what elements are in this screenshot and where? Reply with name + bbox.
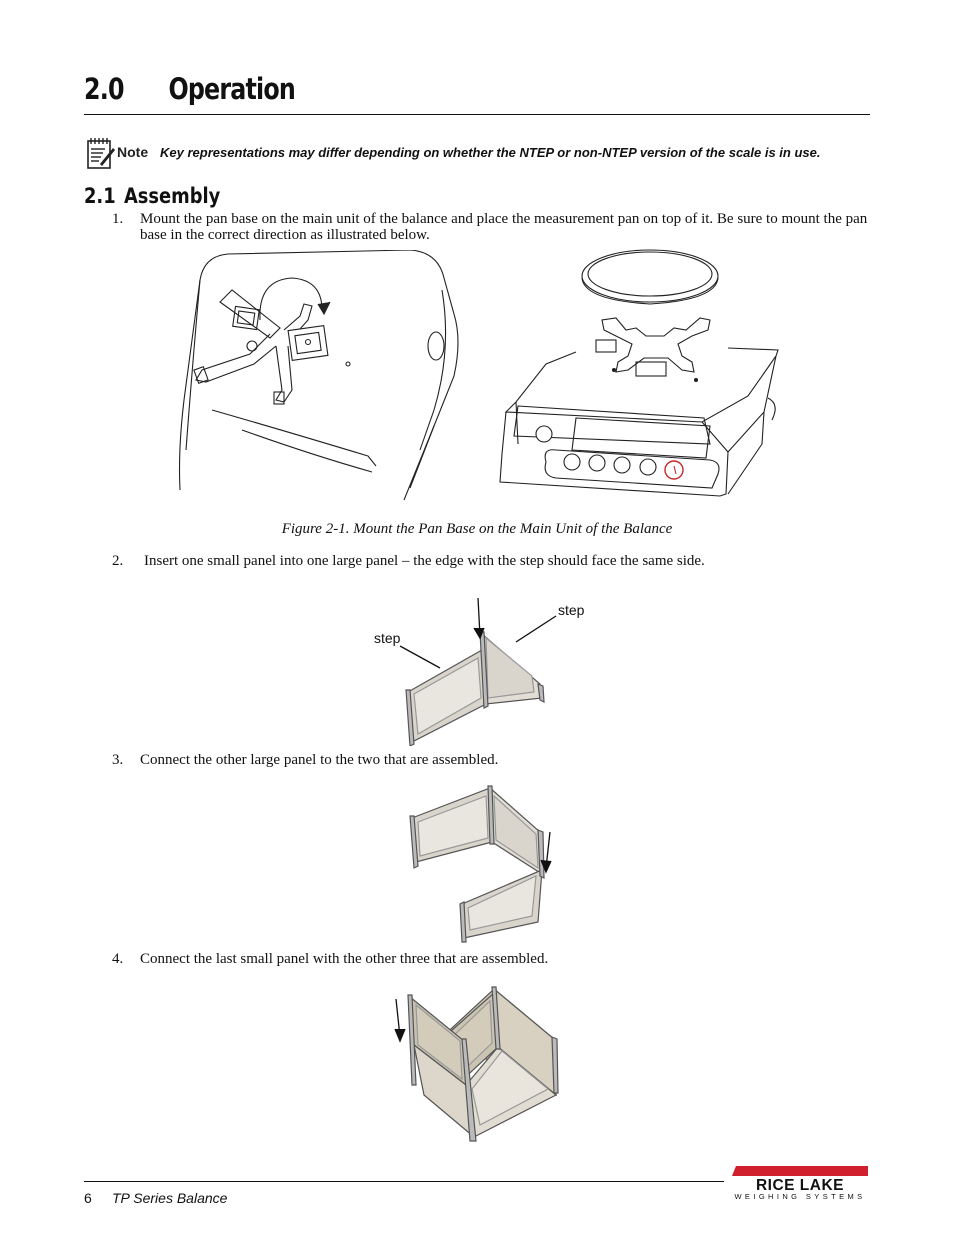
- step-label-right: step: [558, 602, 585, 618]
- section-name: Assembly: [123, 184, 221, 208]
- document-title: TP Series Balance: [112, 1190, 228, 1206]
- note-text: Key representations may differ depending on whether the NTEP or non-NTEP version of the scale is in use.: [160, 145, 821, 160]
- panel-assembly-step-2: [368, 592, 598, 746]
- footer-divider: [84, 1181, 724, 1182]
- logo-bar-icon: [732, 1166, 868, 1176]
- step-number: 4.: [112, 951, 124, 967]
- step-4: [0, 951, 954, 969]
- section-title: [84, 184, 220, 208]
- note-label: Note: [117, 144, 149, 160]
- step-text: Connect the last small panel with the other three that are assembled.: [140, 951, 549, 967]
- figure-caption: Figure 2-1. Mount the Pan Base on the Main Unit of the Balance: [281, 521, 673, 537]
- step-number: 3.: [112, 752, 124, 768]
- step-3: [0, 752, 954, 770]
- step-number: 1.: [112, 211, 124, 227]
- logo-subtitle: WEIGHING SYSTEMS: [734, 1192, 866, 1201]
- three-panels-illustration: [400, 782, 560, 944]
- step-2: [0, 553, 954, 571]
- step-text: Connect the other large panel to the two that are assembled.: [140, 752, 499, 768]
- balance-perspective-illustration: [496, 244, 782, 512]
- step-text: Insert one small panel into one large panel – the edge with the step should face the same side.: [144, 553, 705, 569]
- four-panels-illustration: [390, 985, 562, 1145]
- step-number: 2.: [112, 553, 124, 569]
- section-number: 2.1: [84, 184, 116, 208]
- rice-lake-logo: [730, 1166, 870, 1202]
- balance-top-view-illustration: [172, 250, 462, 502]
- logo-name: RICE LAKE: [755, 1177, 845, 1194]
- note-icon: [86, 136, 116, 170]
- chapter-number: 2.0: [84, 72, 124, 106]
- step-1: [0, 211, 954, 245]
- step-label-left: step: [374, 630, 401, 646]
- heading-divider: [84, 114, 870, 115]
- page-number: 6: [84, 1190, 92, 1206]
- chapter-title: [84, 72, 295, 106]
- step-text: Mount the pan base on the main unit of the balance and place the measurement pan on top of it. Be sure to mount the pan base in the correct direction as illustrated below.: [140, 211, 868, 243]
- chapter-name: Operation: [168, 72, 296, 106]
